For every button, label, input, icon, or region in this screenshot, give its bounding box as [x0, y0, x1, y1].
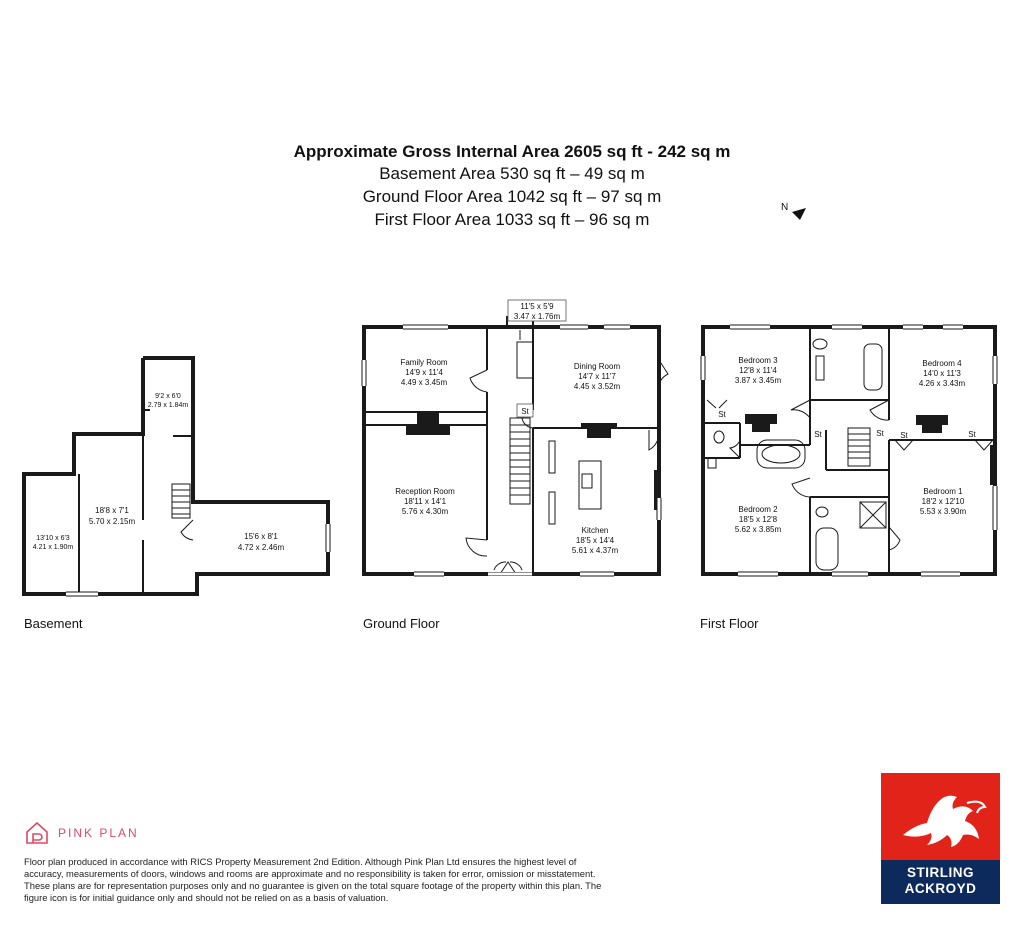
kitchen-name: Kitchen	[581, 526, 609, 535]
north-compass-icon	[781, 202, 806, 220]
kitchen-dims-imperial: 18'5 x 14'4	[575, 536, 615, 545]
dining-room-dims-metric: 4.45 x 3.52m	[573, 382, 621, 391]
pink-plan-wordmark: PINK PLAN	[58, 826, 139, 840]
reception-room-name: Reception Room	[395, 487, 455, 496]
bedroom-4-dims-imperial: 14'0 x 11'3	[923, 369, 961, 378]
basement-store-dims-metric: 2.79 x 1.84m	[147, 402, 189, 409]
total-area-heading: Approximate Gross Internal Area 2605 sq ft - 242 sq m	[293, 142, 731, 161]
reception-room-dims-metric: 5.76 x 4.30m	[401, 507, 449, 516]
bedroom-2-dims-metric: 5.62 x 3.85m	[734, 525, 782, 534]
porch-dims-metric: 3.47 x 1.76m	[513, 312, 561, 321]
family-room-dims-metric: 4.49 x 3.45m	[400, 378, 448, 387]
kitchen-dims-metric: 5.61 x 4.37m	[571, 546, 619, 555]
basement-store-dims-imperial: 9'2 x 6'0	[155, 393, 181, 400]
bedroom-3-name: Bedroom 3	[738, 356, 778, 365]
ground-floor-area-text: Ground Floor Area 1042 sq ft – 97 sq m	[362, 187, 662, 206]
stirling-ackroyd-wordmark	[881, 860, 1000, 904]
basement-area-text: Basement Area 530 sq ft – 49 sq m	[379, 164, 645, 183]
first-store-label: St	[814, 430, 822, 439]
dining-room-name: Dining Room	[573, 362, 621, 371]
disclaimer-text: Floor plan produced in accordance with RICS Property Measurement 2nd Edition. Although Pink Plan Ltd ensures the highest level of accuracy, measurements of doors, windows and rooms are approximate and no responsibility is taken for error, omission or misstatement. These plans are for representation purposes only and no guarantee is given on the total square footage of the property within this plan. The figure icon is for initial guidance only and should not be relied on as a basis of valuation.	[24, 856, 602, 903]
agent-name-line2: ACKROYD	[904, 881, 977, 896]
ground-store-label: St	[521, 407, 529, 416]
basement-floor-label: Basement	[24, 616, 83, 631]
compass-label: N	[781, 202, 789, 213]
basement-main-dims-imperial: 18'8 x 7'1	[95, 506, 129, 515]
basement-left-dims-metric: 4.21 x 1.90m	[32, 544, 74, 551]
pink-plan-logo	[24, 820, 139, 846]
griffin-icon	[881, 773, 1000, 860]
first-store-label: St	[876, 429, 884, 438]
agent-name-line1: STIRLING	[907, 865, 974, 880]
basement-right-dims-imperial: 15'6 x 8'1	[244, 532, 278, 541]
ground-floor-label: Ground Floor	[363, 616, 440, 631]
first-store-label: St	[900, 431, 908, 440]
bedroom-2-dims-imperial: 18'5 x 12'8	[738, 515, 778, 524]
bedroom-3-dims-imperial: 12'8 x 11'4	[739, 366, 777, 375]
first-floor-area-text: First Floor Area 1033 sq ft – 96 sq m	[374, 210, 650, 229]
bedroom-1-dims-metric: 5.53 x 3.90m	[919, 507, 967, 516]
basement-main-dims-metric: 5.70 x 2.15m	[88, 517, 136, 526]
family-room-dims-imperial: 14'9 x 11'4	[405, 368, 443, 377]
first-store-label: St	[718, 410, 726, 419]
pink-plan-house-icon	[24, 820, 50, 846]
bedroom-4-name: Bedroom 4	[922, 359, 962, 368]
stirling-ackroyd-emblem	[881, 773, 1000, 860]
bedroom-3-dims-metric: 3.87 x 3.45m	[734, 376, 782, 385]
bedroom-1-name: Bedroom 1	[923, 487, 963, 496]
first-floor-label: First Floor	[700, 616, 759, 631]
family-room-name: Family Room	[400, 358, 448, 367]
porch-dims-imperial: 11'5 x 5'9	[520, 302, 554, 311]
basement-left-dims-imperial: 13'10 x 6'3	[36, 535, 70, 542]
ground-floor-plan	[362, 300, 668, 576]
bedroom-1-dims-imperial: 18'2 x 12'10	[921, 497, 965, 506]
basement-right-dims-metric: 4.72 x 2.46m	[237, 543, 285, 552]
bedroom-4-dims-metric: 4.26 x 3.43m	[918, 379, 966, 388]
first-store-label: St	[968, 430, 976, 439]
bedroom-2-name: Bedroom 2	[738, 505, 778, 514]
dining-room-dims-imperial: 14'7 x 11'7	[578, 372, 616, 381]
reception-room-dims-imperial: 18'11 x 14'1	[403, 497, 447, 506]
